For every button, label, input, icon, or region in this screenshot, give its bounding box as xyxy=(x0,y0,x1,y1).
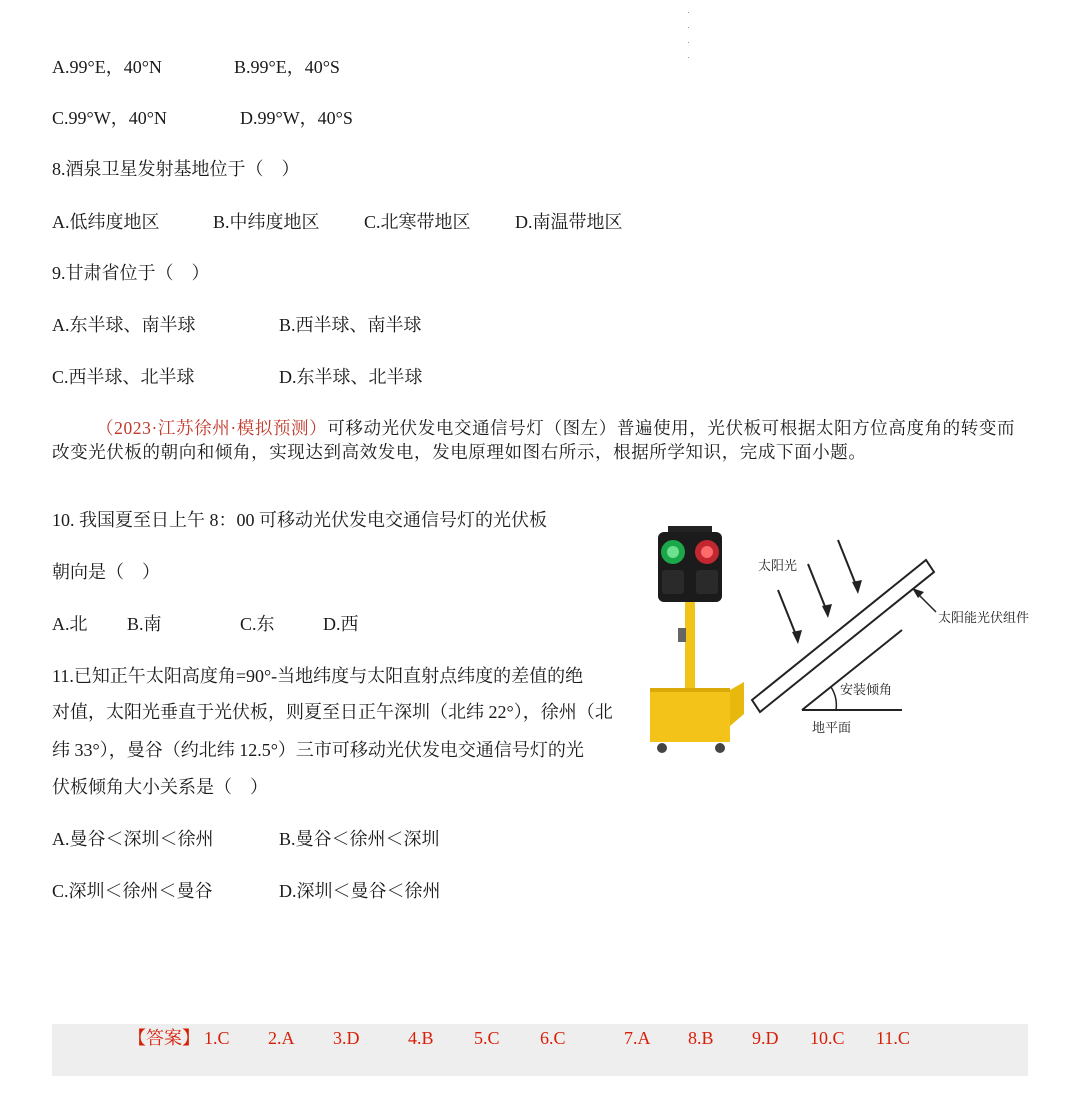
answer-prefix: 【答案】 xyxy=(128,1028,200,1048)
q8-option-a[interactable]: A.低纬度地区 xyxy=(52,212,160,232)
answer-item: 4.B xyxy=(408,1028,434,1048)
solar-panel-diagram xyxy=(752,540,1029,735)
q7-option-b[interactable]: B.99°E，40°S xyxy=(234,57,340,77)
answer-item: 3.D xyxy=(333,1028,360,1048)
q11-stem-line3: 纬 33°），曼谷（约北纬 12.5°）三市可移动光伏发电交通信号灯的光 xyxy=(52,740,584,760)
q11-stem-line4: 伏板倾角大小关系是（ ） xyxy=(52,777,268,797)
q10-stem-line1: 10. 我国夏至日上午 8：00 可移动光伏发电交通信号灯的光伏板 xyxy=(52,510,547,530)
q7-option-c[interactable]: C.99°W，40°N xyxy=(52,108,167,128)
q9-option-a[interactable]: A.东半球、南半球 xyxy=(52,315,196,335)
q10-option-d[interactable]: D.西 xyxy=(323,614,359,634)
answer-item: 7.A xyxy=(624,1028,651,1048)
passage-source: （2023·江苏徐州·模拟预测） xyxy=(96,418,328,438)
passage xyxy=(52,416,1027,486)
q11-option-b[interactable]: B.曼谷＜徐州＜深圳 xyxy=(279,829,440,849)
q11-option-c[interactable]: C.深圳＜徐州＜曼谷 xyxy=(52,881,213,901)
q8-stem: 8.酒泉卫星发射基地位于（ ） xyxy=(52,159,300,179)
q8-option-b[interactable]: B.中纬度地区 xyxy=(213,212,320,232)
answer-item: 6.C xyxy=(540,1028,566,1048)
q8-option-d[interactable]: D.南温带地区 xyxy=(515,212,623,232)
answer-item: 9.D xyxy=(752,1028,779,1048)
q9-option-d[interactable]: D.东半球、北半球 xyxy=(279,367,423,387)
traffic-light-photo xyxy=(650,526,744,753)
q7-option-a[interactable]: A.99°E，40°N xyxy=(52,57,162,77)
q8-option-c[interactable]: C.北寒带地区 xyxy=(364,212,471,232)
q9-option-b[interactable]: B.西半球、南半球 xyxy=(279,315,422,335)
sunlight-label: 太阳光 xyxy=(758,558,798,573)
q10-option-b[interactable]: B.南 xyxy=(127,614,162,634)
margin-dots xyxy=(688,12,690,72)
tilt-label: 安装倾角 xyxy=(840,682,893,697)
answer-item: 8.B xyxy=(688,1028,714,1048)
q7-option-d[interactable]: D.99°W，40°S xyxy=(240,108,353,128)
q9-stem: 9.甘肃省位于（ ） xyxy=(52,263,210,283)
answer-item: 5.C xyxy=(474,1028,500,1048)
ground-label: 地平面 xyxy=(812,720,852,735)
q9-option-c[interactable]: C.西半球、北半球 xyxy=(52,367,195,387)
q11-stem-line2: 对值，太阳光垂直于光伏板，则夏至日正午深圳（北纬 22°），徐州（北 xyxy=(52,702,613,722)
answer-item: 11.C xyxy=(876,1028,910,1048)
answer-item: 10.C xyxy=(810,1028,845,1048)
q11-stem-line1: 11.已知正午太阳高度角=90°-当地纬度与太阳直射点纬度的差值的绝 xyxy=(52,666,584,686)
answer-item: 1.C xyxy=(204,1028,230,1048)
passage-text: 可移动光伏发电交通信号灯（图左）普遍使用，光伏板可根据太阳方位高度角的转变而改变光伏板的朝向和倾角，实现达到高效发电，发电原理如图右所示，根据所学知识，完成下面小题。 xyxy=(52,418,1016,462)
solar-signal-figure xyxy=(640,520,1040,765)
q11-option-a[interactable]: A.曼谷＜深圳＜徐州 xyxy=(52,829,214,849)
q10-stem-line2: 朝向是（ ） xyxy=(52,562,160,582)
answer-item: 2.A xyxy=(268,1028,295,1048)
q11-option-d[interactable]: D.深圳＜曼谷＜徐州 xyxy=(279,881,441,901)
q10-option-c[interactable]: C.东 xyxy=(240,614,275,634)
q10-option-a[interactable]: A.北 xyxy=(52,614,88,634)
panel-label: 太阳能光伏组件 xyxy=(938,610,1030,625)
